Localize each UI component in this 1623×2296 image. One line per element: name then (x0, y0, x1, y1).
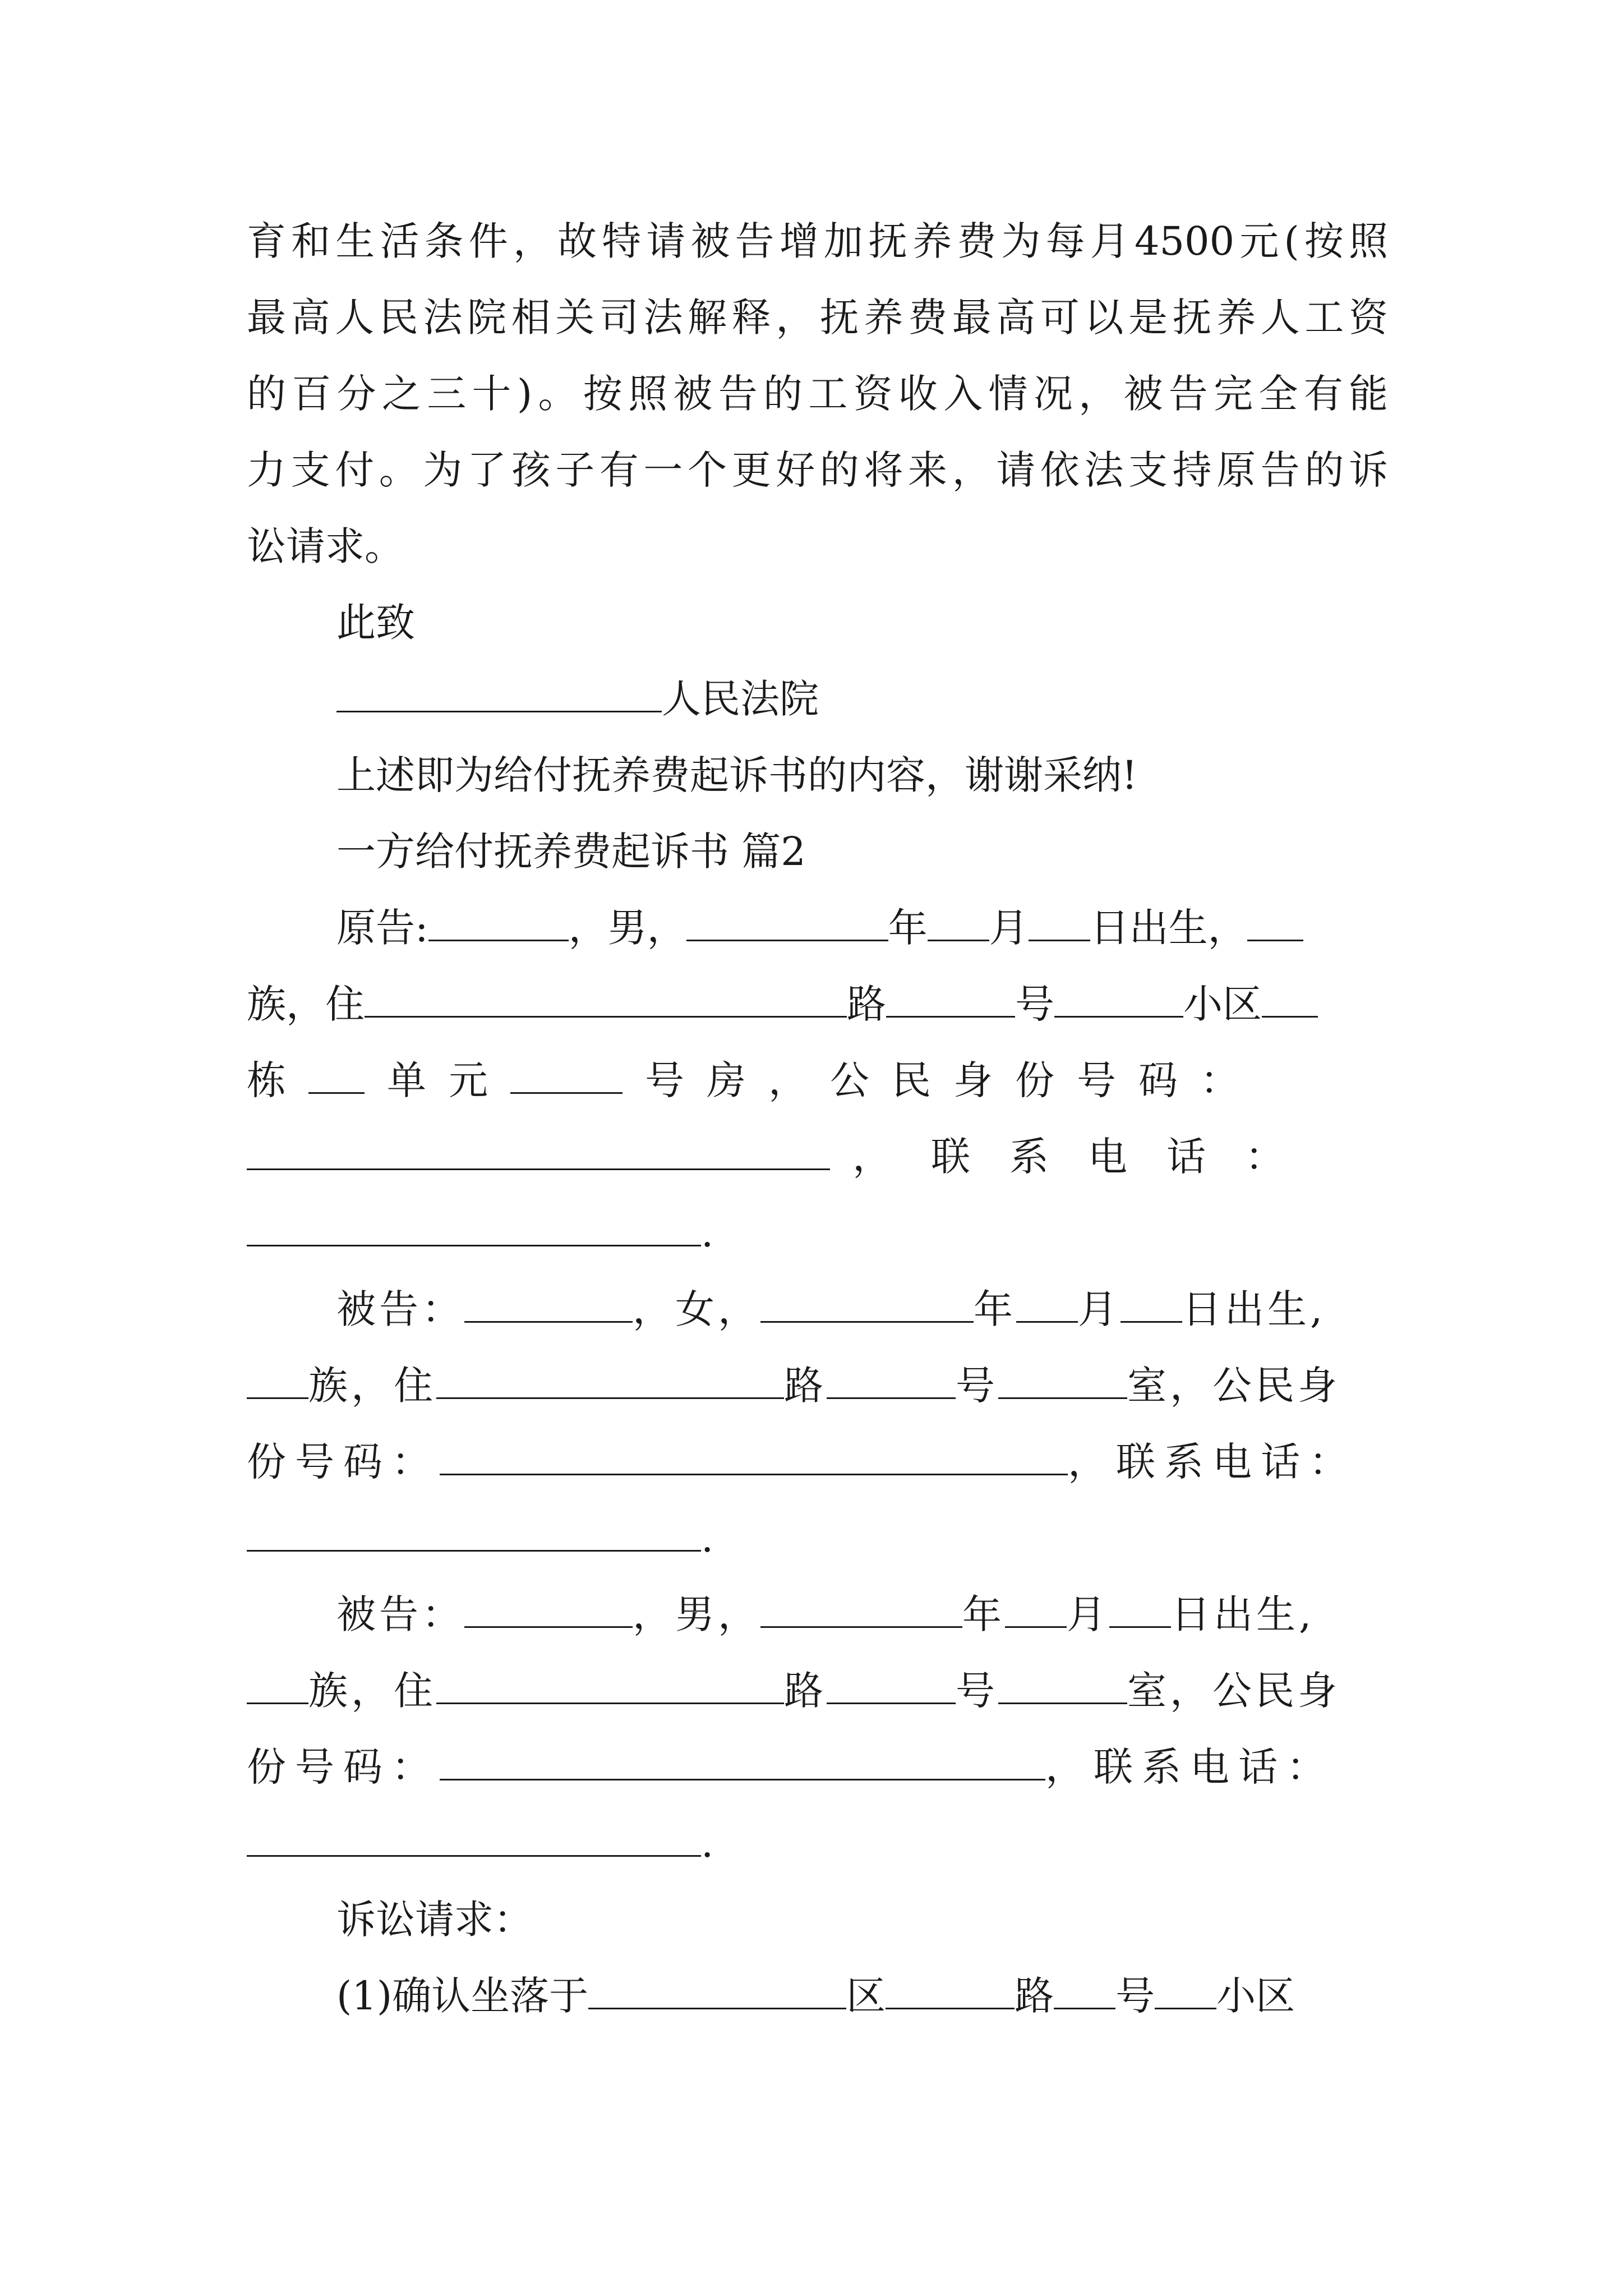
blank (464, 1591, 633, 1628)
period: . (701, 1210, 714, 1256)
blank (464, 1286, 633, 1323)
id-number-blank (440, 1439, 1068, 1475)
road-label: 路 (847, 981, 886, 1027)
period: . (701, 1820, 714, 1866)
room-id-label: 室，公民身 (1127, 1668, 1340, 1714)
body-line-3: 的百分之三十)。按照被告的工资收入情况，被告完全有能 (247, 371, 1388, 417)
salutation: 此致 (336, 600, 415, 646)
month-label: 月 (1078, 1286, 1121, 1332)
blank (886, 1973, 1015, 2009)
ethnic-live-label: 族，住 (247, 981, 365, 1027)
blank (588, 1973, 846, 2009)
road-label: 路 (784, 1363, 827, 1409)
blank (510, 1057, 623, 1094)
blank (998, 1363, 1127, 1399)
phone-blank (247, 1210, 701, 1246)
plaintiff-line-3 (247, 1053, 1388, 1107)
claim-prefix: (1)确认坐落于 (336, 1973, 589, 2019)
id-number-blank (247, 1134, 830, 1170)
room-id-label: 号房，公民身份号码： (645, 1057, 1262, 1103)
defendant2-line-3 (247, 1740, 1388, 1794)
defendant2-gender: ，男， (633, 1591, 760, 1637)
blank (1109, 1591, 1171, 1628)
blank (247, 1363, 308, 1399)
community-label: 小区 (1216, 1973, 1295, 2019)
defendant2-line-1 (336, 1588, 1388, 1641)
period: . (701, 1515, 714, 1561)
blank (760, 1286, 974, 1323)
blank (365, 981, 847, 1018)
year-label: 年 (888, 905, 928, 951)
blank (686, 905, 888, 941)
phone-blank (247, 1820, 701, 1857)
plaintiff-line-4 (247, 1130, 1388, 1184)
court-line (336, 672, 1388, 726)
phone-label: ，联系电话： (852, 1134, 1324, 1180)
id-label: 份号码： (247, 1439, 440, 1485)
body-line-4: 力支付。为了孩子有一个更好的将来，请依法支持原告的诉 (247, 447, 1388, 493)
blank (1016, 1286, 1078, 1323)
plaintiff-line-1 (336, 901, 1388, 955)
section-title: 一方给付抚养费起诉书 篇2 (336, 829, 806, 875)
community-label: 小区 (1183, 981, 1262, 1027)
body-line-5: 讼请求。 (247, 523, 404, 569)
birth-label: 日出生, (1182, 1286, 1326, 1332)
defendant1-line-2 (247, 1359, 1388, 1412)
birth-label: 日出生， (1090, 905, 1247, 951)
defendant2-line-4 (247, 1816, 1388, 1870)
number-label: 号 (1015, 981, 1054, 1027)
birth-label: 日出生, (1171, 1591, 1315, 1637)
district-label: 区 (846, 1973, 886, 2019)
year-label: 年 (962, 1591, 1005, 1637)
blank (1054, 1973, 1115, 2009)
number-label: 号 (956, 1668, 998, 1714)
ethnic-live-label: 族，住 (308, 1668, 436, 1714)
building-label: 栋 (247, 1057, 308, 1103)
road-label: 路 (784, 1668, 827, 1714)
body-line-2: 最高人民法院相关司法解释，抚养费最高可以是抚养人工资 (247, 295, 1388, 341)
ethnic-live-label: 族，住 (308, 1363, 436, 1409)
id-number-blank (440, 1744, 1045, 1780)
defendant2-line-2 (247, 1664, 1388, 1718)
number-label: 号 (956, 1363, 998, 1409)
id-label: 份号码： (247, 1744, 440, 1790)
defendant1-line-4 (247, 1511, 1388, 1565)
blank (428, 905, 569, 941)
room-id-label: 室，公民身 (1127, 1363, 1340, 1409)
court-suffix: 人民法院 (662, 676, 819, 722)
number-label: 号 (1115, 1973, 1155, 2019)
month-label: 月 (989, 905, 1029, 951)
defendant1-gender: ，女， (633, 1286, 760, 1332)
blank (1155, 1973, 1216, 2009)
blank (1262, 981, 1318, 1018)
defendant2-label: 被告： (336, 1591, 464, 1637)
plaintiff-line-5 (247, 1206, 1388, 1260)
blank (247, 1668, 308, 1704)
plaintiff-label: 原告: (336, 905, 428, 951)
closing-note: 上述即为给付抚养费起诉书的内容，谢谢采纳! (336, 752, 1138, 798)
defendant1-label: 被告： (336, 1286, 464, 1332)
phone-blank (247, 1515, 701, 1552)
blank (928, 905, 989, 941)
blank (1247, 905, 1303, 941)
blank (760, 1591, 962, 1628)
defendant1-line-3 (247, 1435, 1388, 1489)
blank (827, 1668, 956, 1704)
blank (436, 1668, 784, 1704)
plaintiff-line-2 (247, 977, 1388, 1031)
phone-label: ，联系电话： (1045, 1744, 1335, 1790)
blank (1054, 981, 1183, 1018)
blank (436, 1363, 784, 1399)
month-label: 月 (1067, 1591, 1109, 1637)
blank (308, 1057, 365, 1094)
defendant1-line-1 (336, 1282, 1388, 1336)
plaintiff-gender: ，男， (568, 905, 686, 951)
claim-1-line (336, 1969, 1388, 2023)
blank (827, 1363, 956, 1399)
blank (1121, 1286, 1182, 1323)
blank (1005, 1591, 1067, 1628)
year-label: 年 (974, 1286, 1016, 1332)
road-label: 路 (1015, 1973, 1054, 2019)
blank (998, 1668, 1127, 1704)
unit-label: 单元 (387, 1057, 510, 1103)
court-name-blank (336, 676, 662, 712)
claims-label: 诉讼请求： (336, 1897, 533, 1943)
phone-label: ，联系电话： (1068, 1439, 1357, 1485)
body-line-1: 育和生活条件，故特请被告增加抚养费为每月4500元(按照 (247, 218, 1388, 264)
blank (1029, 905, 1090, 941)
blank (886, 981, 1015, 1018)
